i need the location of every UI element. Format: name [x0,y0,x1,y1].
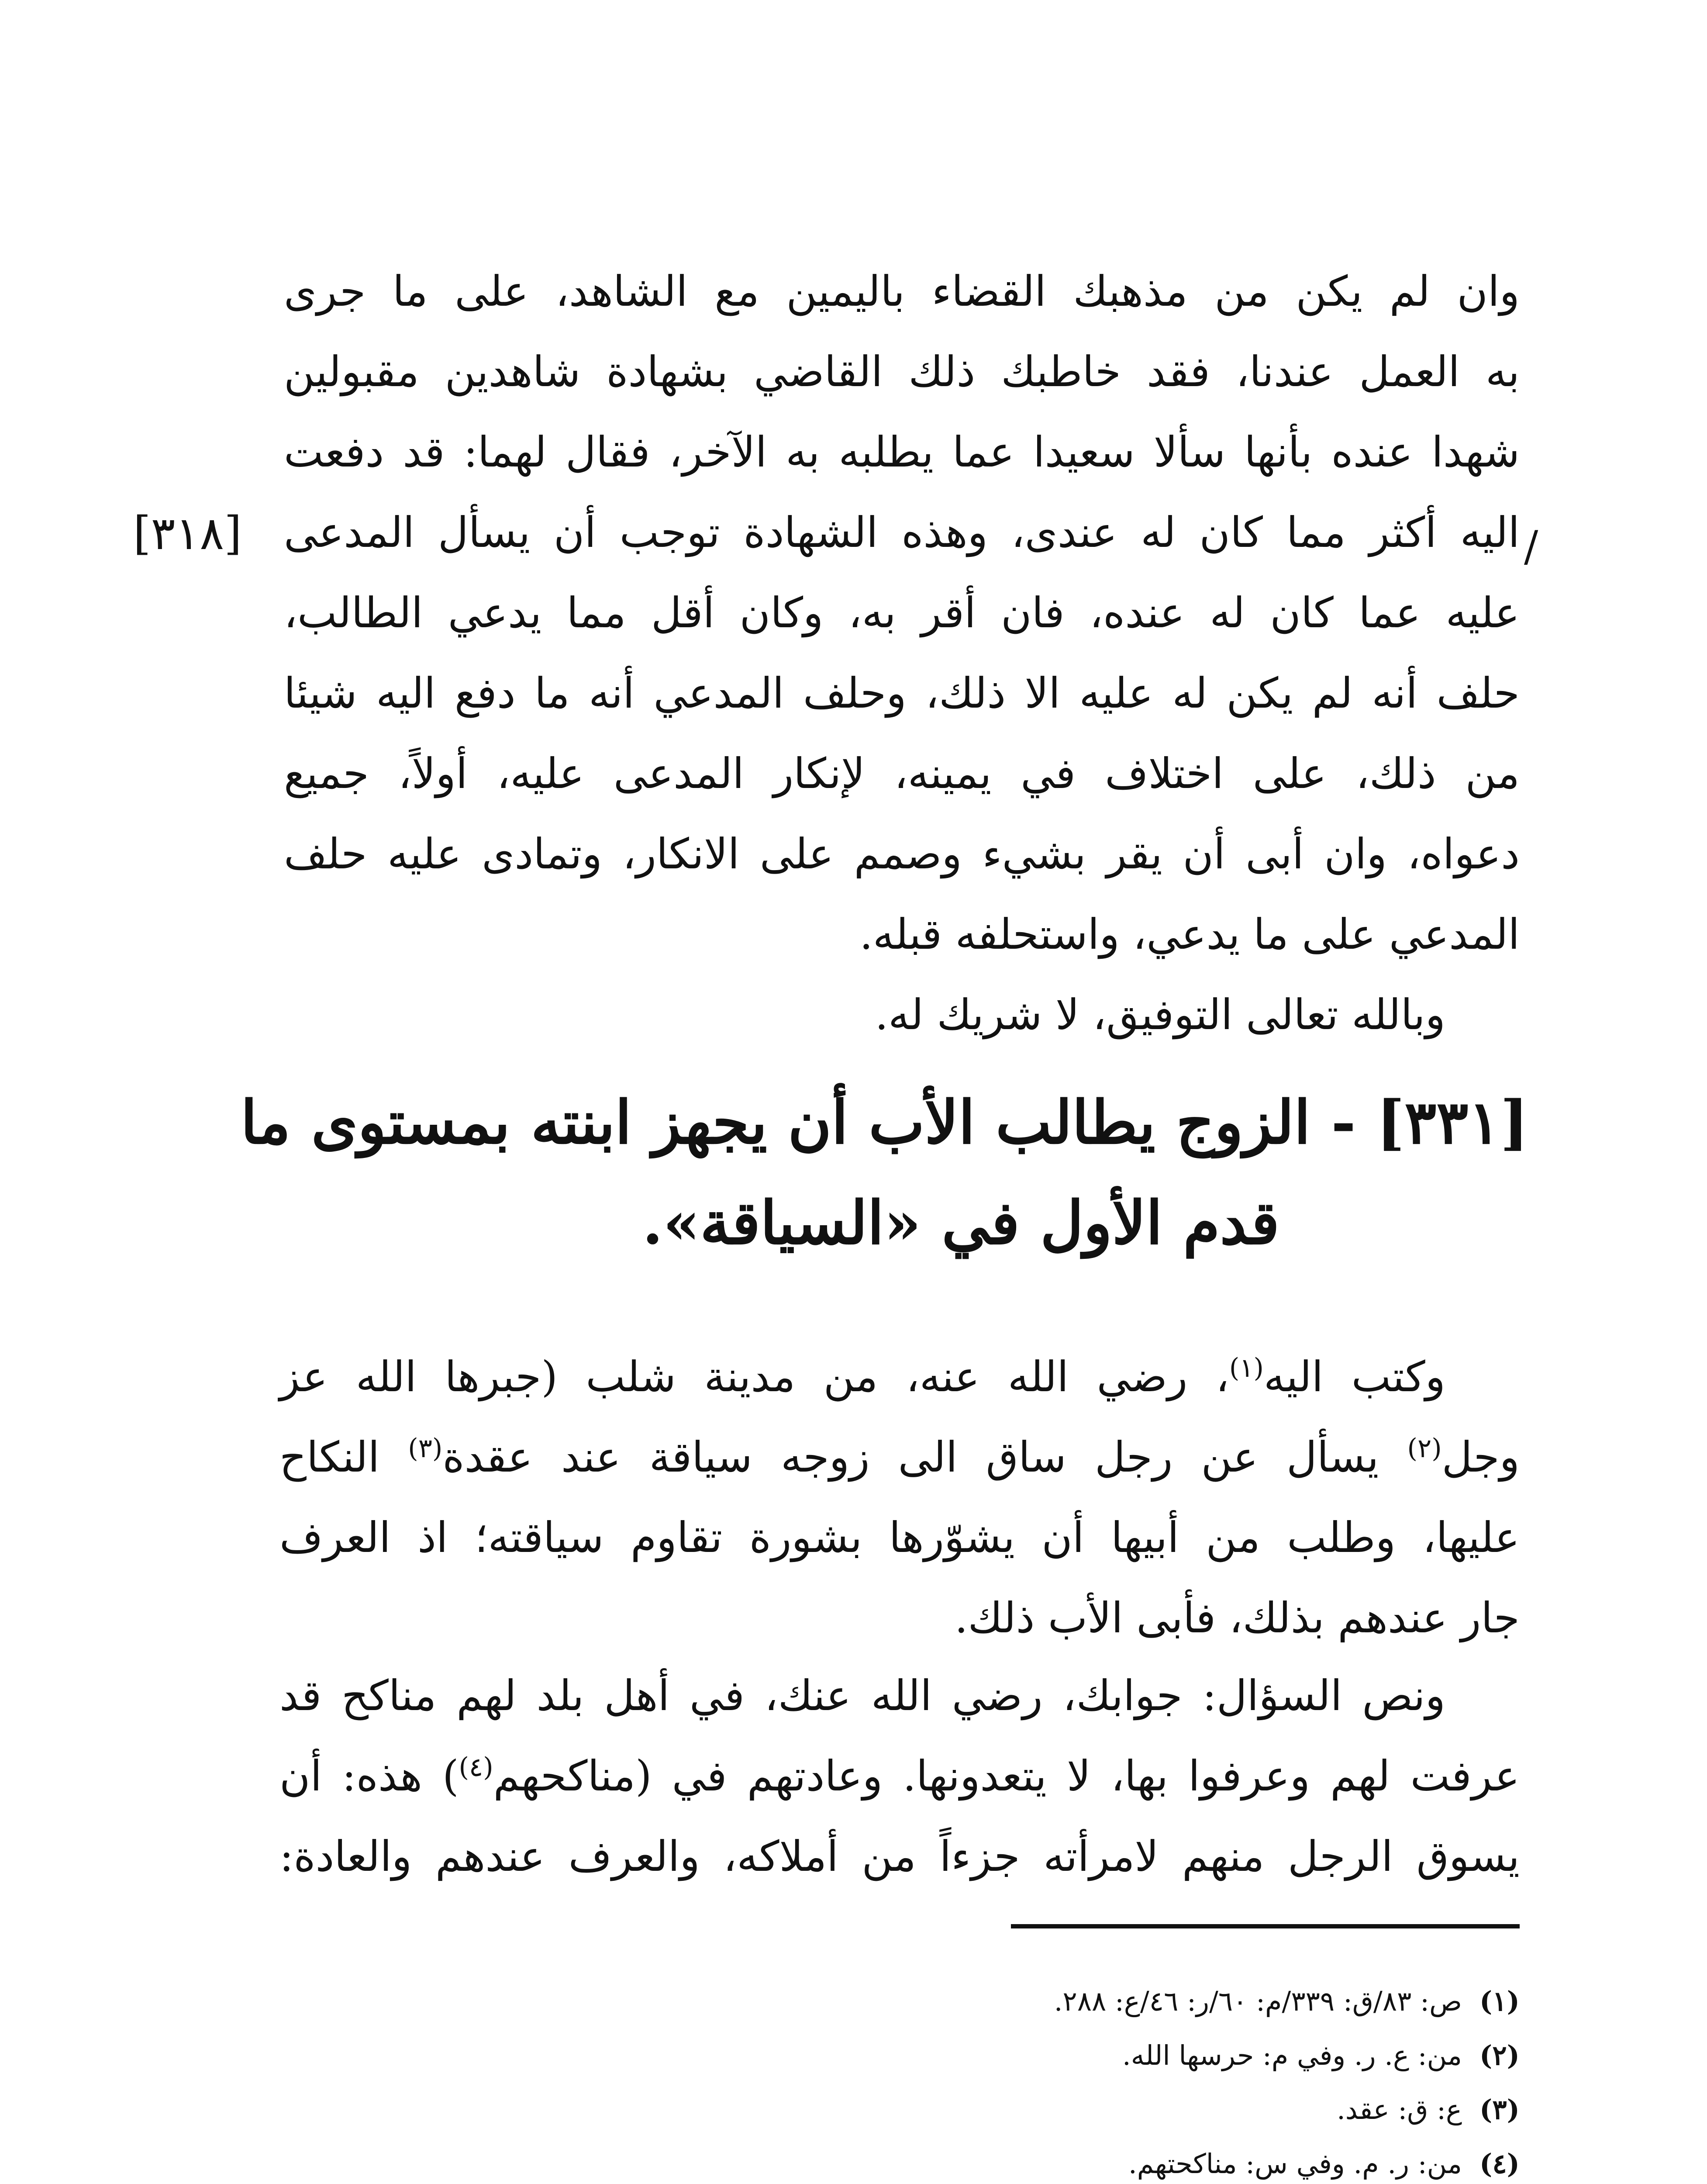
text-run: وكتب اليه [1263,1352,1445,1401]
body-line: جار عندهم بذلك، فأبى الأب ذلك. [954,1593,1520,1642]
footnote-ref: (٢) [1407,1433,1442,1464]
footnote-number: (٢) [1479,2039,1520,2071]
page-break-marker: / [1524,522,1538,571]
footnote-text: ع: ق: عقد. [1337,2094,1462,2125]
body-line: عليه عما كان له عنده، فان أقر به، وكان أقل مما يدعي الطالب، [284,588,1520,637]
heading-line-1: [٣٣١] - الزوج يطالب الأب أن يجهز ابنته بمستوى ما [241,1088,1528,1158]
footnote [873,2028,1520,2083]
closing-line: وبالله تعالى التوفيق، لا شريك له. [875,990,1445,1039]
body-paragraph-2 [279,1337,1520,1658]
body-line: اليه أكثر مما كان له عندى، وهذه الشهادة توجب أن يسأل المدعى [284,508,1520,557]
body-line: المدعي على ما يدعي، واستحلفه قبله. [859,910,1520,959]
footnote-number: (١) [1479,1985,1520,2017]
manuscript-page-reference: [٣١٨] [133,507,242,560]
footnote-number: (٣) [1479,2094,1520,2125]
body-line: وان لم يكن من مذهبك القضاء باليمين مع الشاهد، على ما جرى [284,267,1520,316]
footnote [873,2083,1520,2137]
body-paragraph-3 [279,1655,1520,1897]
footnote-ref: (٤) [459,1752,493,1783]
text-run: وجل [1441,1433,1520,1482]
body-line: به العمل عندنا، فقد خاطبك ذلك القاضي بشهادة شاهدين مقبولين [284,347,1520,396]
body-line: عليها، وطلب من أبيها أن يشوّرها بشورة تقاوم سياقته؛ اذ العرف [279,1513,1520,1562]
body-paragraph-1 [284,251,1520,1055]
text-run: النكاح [279,1433,408,1482]
body-line: حلف أنه لم يكن له عليه الا ذلك، وحلف المدعي أنه ما دفع اليه شيئا [284,669,1520,718]
text-run: عرفت لهم وعرفوا بها، لا يتعدونها. وعادتهم في (مناكحهم [493,1752,1520,1800]
body-line [279,1337,1520,1417]
text-run: يسأل عن رجل ساق الى زوجه سياقة عند عقدة [442,1433,1407,1482]
footnote-text: من: ر. م. وفي س: مناكحتهم. [1128,2148,1462,2180]
text-run: ، رضي الله عنه، من مدينة شلب (جبرها الله عز [279,1352,1229,1401]
footnote [873,1974,1520,2028]
body-line: دعواه، وان أبى أن يقر بشيء وصمم على الانكار، وتمادى عليه حلف [284,829,1520,878]
footnote-ref: (١) [1229,1353,1264,1383]
footnote-text: من: ع. ر. وفي م: حرسها الله. [1122,2039,1462,2071]
body-line [279,1417,1520,1497]
body-line: ونص السؤال: جوابك، رضي الله عنك، في أهل بلد لهم مناكح قد [279,1671,1445,1720]
footnote-text: ص: ٨٣/ق: ٣٣٩/م: ٦٠/ر: ٤٦/ع: ٢٨٨. [1054,1985,1462,2017]
footnote [873,2137,1520,2184]
footnote-divider [1011,1924,1520,1928]
heading-line-2: قدم الأول في «السياقة». [642,1188,1279,1258]
footnote-ref: (٣) [408,1433,443,1464]
section-heading [241,1072,1528,1273]
body-line: من ذلك، على اختلاف في يمينه، لإنكار المدعى عليه، أولاً، جميع [284,749,1520,798]
body-line [279,1736,1520,1816]
text-run: ) هذه: أن [279,1752,459,1800]
footnotes [873,1974,1520,2184]
body-line: شهدا عنده بأنها سألا سعيدا عما يطلبه به الآخر، فقال لهما: قد دفعت [284,428,1520,477]
body-line: يسوق الرجل منهم لامرأته جزءاً من أملاكه، والعرف عندهم والعادة: [279,1832,1520,1881]
footnote-number: (٤) [1479,2148,1520,2180]
